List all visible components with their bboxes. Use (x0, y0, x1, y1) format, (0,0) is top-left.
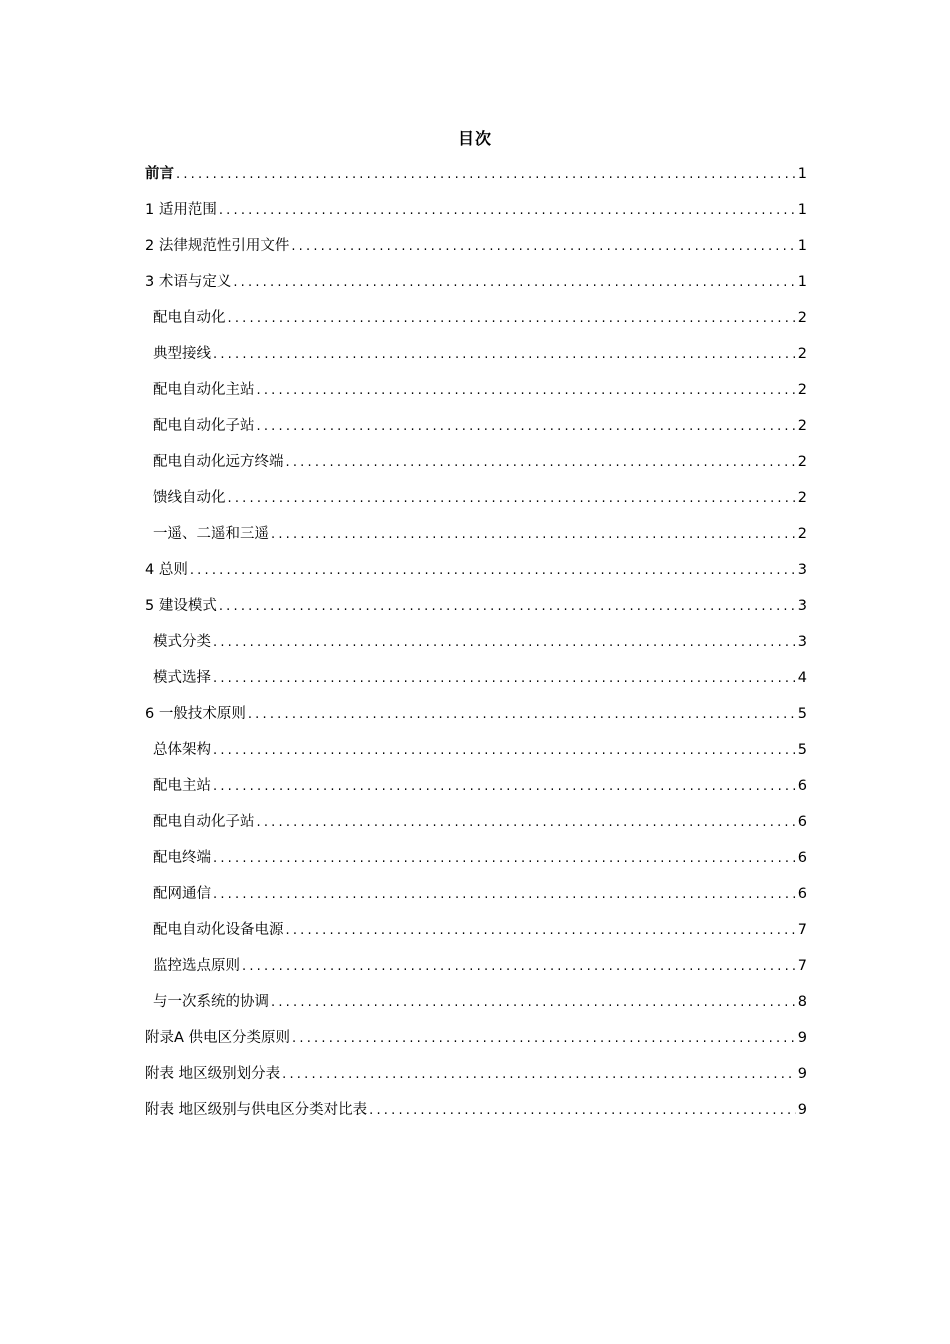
toc-entry[interactable] (145, 666, 807, 702)
toc-entry[interactable] (145, 630, 807, 666)
toc-dot-leader (213, 779, 796, 794)
toc-list (145, 162, 807, 1134)
toc-dot-leader (286, 923, 796, 938)
toc-dot-leader (228, 311, 796, 326)
toc-entry-label: 配电自动化远方终端 (153, 454, 284, 470)
toc-dot-leader (271, 527, 796, 542)
toc-entry-label: 与一次系统的协调 (153, 994, 269, 1010)
toc-entry-label: 配电自动化子站 (153, 418, 255, 434)
toc-entry-label: 配电主站 (153, 778, 211, 794)
toc-entry-page-number: 3 (797, 598, 807, 614)
toc-entry-label: 配电终端 (153, 850, 211, 866)
toc-entry[interactable] (145, 774, 807, 810)
toc-dot-leader (176, 167, 796, 182)
toc-entry[interactable] (145, 702, 807, 738)
toc-entry-label: 一遥、二遥和三遥 (153, 526, 269, 542)
toc-entry-page-number: 6 (797, 850, 807, 866)
toc-entry[interactable] (145, 558, 807, 594)
toc-dot-leader (213, 347, 796, 362)
toc-entry-label: 配电自动化设备电源 (153, 922, 284, 938)
toc-dot-leader (213, 851, 796, 866)
toc-entry[interactable] (145, 198, 807, 234)
toc-entry-page-number: 7 (797, 958, 807, 974)
toc-dot-leader (213, 635, 796, 650)
toc-entry-label: 配电自动化 (153, 310, 226, 326)
toc-entry[interactable] (145, 882, 807, 918)
toc-entry-page-number: 5 (797, 742, 807, 758)
toc-entry[interactable] (145, 990, 807, 1026)
toc-dot-leader (242, 959, 796, 974)
toc-entry-page-number: 2 (797, 310, 807, 326)
toc-dot-leader (291, 239, 795, 254)
toc-entry-label: 配电自动化子站 (153, 814, 255, 830)
toc-entry-label: 典型接线 (153, 346, 211, 362)
toc-entry-page-number: 1 (797, 274, 807, 290)
toc-entry-label: 馈线自动化 (153, 490, 226, 506)
toc-entry[interactable] (145, 270, 807, 306)
toc-entry-page-number: 1 (797, 202, 807, 218)
toc-entry-page-number: 1 (797, 238, 807, 254)
toc-entry-page-number: 2 (797, 382, 807, 398)
toc-entry[interactable] (145, 162, 807, 198)
toc-entry-label: 1 适用范围 (145, 202, 217, 218)
toc-entry[interactable] (145, 486, 807, 522)
toc-entry-page-number: 7 (797, 922, 807, 938)
toc-entry-label: 监控选点原则 (153, 958, 240, 974)
toc-dot-leader (213, 887, 796, 902)
toc-entry[interactable] (145, 594, 807, 630)
toc-entry-page-number: 6 (797, 886, 807, 902)
toc-entry-page-number: 5 (797, 706, 807, 722)
toc-dot-leader (213, 743, 796, 758)
toc-dot-leader (282, 1067, 796, 1082)
toc-entry[interactable] (145, 954, 807, 990)
toc-entry[interactable] (145, 810, 807, 846)
toc-entry[interactable] (145, 738, 807, 774)
toc-entry-page-number: 6 (797, 778, 807, 794)
toc-entry[interactable] (145, 306, 807, 342)
toc-entry-label: 配网通信 (153, 886, 211, 902)
toc-entry-label: 6 一般技术原则 (145, 706, 246, 722)
toc-entry[interactable] (145, 918, 807, 954)
toc-entry[interactable] (145, 1098, 807, 1134)
toc-entry[interactable] (145, 414, 807, 450)
toc-entry[interactable] (145, 450, 807, 486)
toc-entry[interactable] (145, 234, 807, 270)
toc-dot-leader (271, 995, 796, 1010)
toc-entry-page-number: 9 (797, 1066, 807, 1082)
toc-dot-leader (219, 599, 796, 614)
toc-entry-label: 附表 地区级别划分表 (145, 1066, 281, 1082)
toc-entry[interactable] (145, 1062, 807, 1098)
toc-entry-page-number: 4 (797, 670, 807, 686)
toc-entry-page-number: 9 (797, 1030, 807, 1046)
toc-entry[interactable] (145, 378, 807, 414)
toc-entry-label: 附录A 供电区分类原则 (145, 1030, 291, 1046)
toc-dot-leader (219, 203, 796, 218)
toc-entry-page-number: 8 (797, 994, 807, 1010)
toc-dot-leader (233, 275, 795, 290)
toc-entry-page-number: 3 (797, 634, 807, 650)
toc-entry-label: 3 术语与定义 (145, 274, 232, 290)
toc-dot-leader (228, 491, 796, 506)
toc-entry-page-number: 6 (797, 814, 807, 830)
toc-entry[interactable] (145, 1026, 807, 1062)
toc-dot-leader (257, 383, 796, 398)
toc-entry-label: 5 建设模式 (145, 598, 217, 614)
toc-entry-page-number: 2 (797, 526, 807, 542)
toc-entry[interactable] (145, 522, 807, 558)
toc-entry-page-number: 9 (797, 1102, 807, 1118)
toc-entry-label: 模式分类 (153, 634, 211, 650)
toc-entry-page-number: 1 (797, 166, 807, 182)
toc-entry[interactable] (145, 342, 807, 378)
toc-dot-leader (190, 563, 796, 578)
toc-entry-page-number: 2 (797, 418, 807, 434)
toc-entry-label: 4 总则 (145, 562, 188, 578)
toc-dot-leader (257, 815, 796, 830)
toc-dot-leader (286, 455, 796, 470)
toc-entry-label: 2 法律规范性引用文件 (145, 238, 290, 254)
toc-entry-label: 前言 (145, 166, 174, 182)
toc-dot-leader (213, 671, 796, 686)
toc-dot-leader (248, 707, 796, 722)
toc-entry-page-number: 2 (797, 454, 807, 470)
toc-entry-label: 配电自动化主站 (153, 382, 255, 398)
toc-entry-page-number: 2 (797, 346, 807, 362)
toc-entry-page-number: 3 (797, 562, 807, 578)
toc-dot-leader (292, 1031, 796, 1046)
toc-entry-label: 模式选择 (153, 670, 211, 686)
toc-dot-leader (257, 419, 796, 434)
toc-entry[interactable] (145, 846, 807, 882)
toc-title: 目次 (457, 129, 492, 148)
toc-entry-label: 总体架构 (153, 742, 211, 758)
toc-entry-label: 附表 地区级别与供电区分类对比表 (145, 1102, 368, 1118)
toc-dot-leader (369, 1103, 796, 1118)
toc-entry-page-number: 2 (797, 490, 807, 506)
